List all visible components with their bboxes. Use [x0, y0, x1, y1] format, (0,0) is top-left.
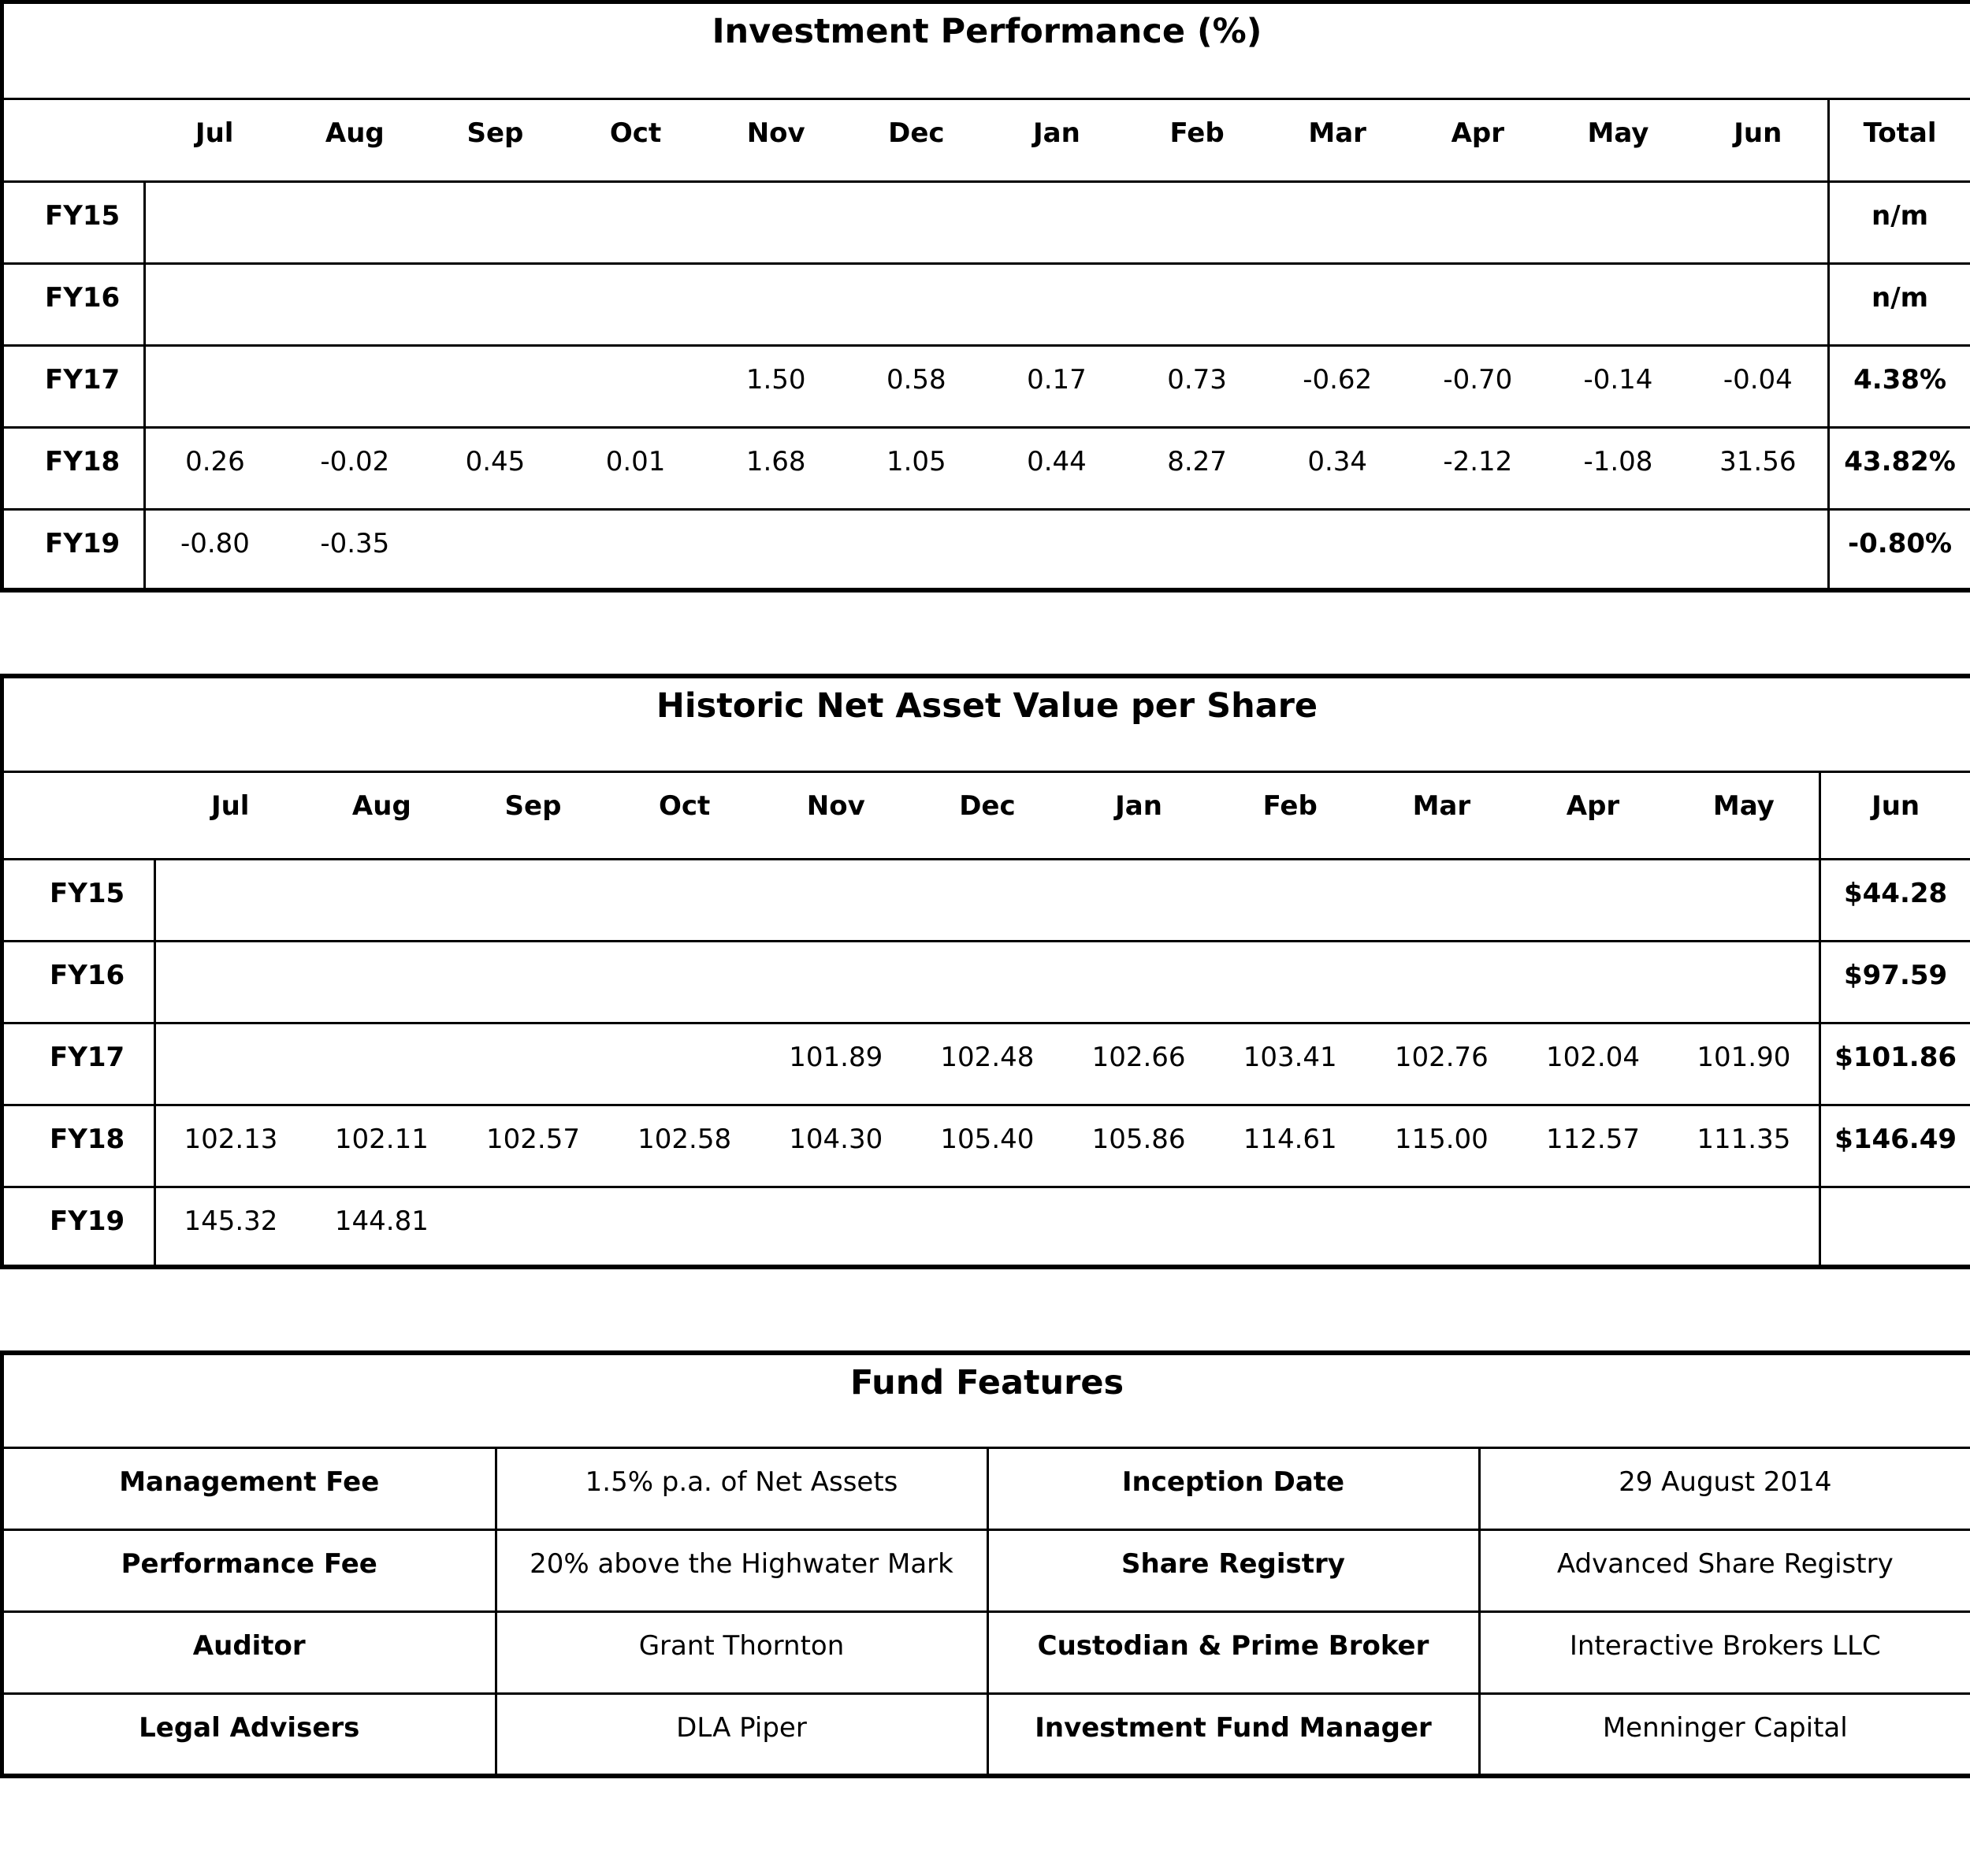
jun-header: Jun	[1820, 771, 1970, 859]
value-cell	[154, 859, 306, 941]
value-cell	[1063, 1187, 1214, 1269]
value-cell: -0.35	[284, 509, 425, 591]
total-header: Total	[1829, 98, 1970, 181]
value-cell: 103.41	[1214, 1023, 1366, 1105]
nav-title: Historic Net Asset Value per Share	[4, 678, 1970, 771]
value-cell	[566, 345, 706, 427]
value-cell	[457, 1187, 608, 1269]
value-cell: -0.04	[1689, 345, 1829, 427]
value-cell	[987, 181, 1127, 263]
features-title: Fund Features	[849, 1363, 1124, 1402]
value-cell	[154, 1023, 306, 1105]
value-cell: 112.57	[1517, 1105, 1668, 1187]
month-header: Mar	[1366, 771, 1517, 859]
value-cell: 102.48	[912, 1023, 1063, 1105]
value-cell: 102.66	[1063, 1023, 1214, 1105]
jun-value-cell: $97.59	[1820, 941, 1970, 1023]
performance-row	[4, 509, 1970, 591]
row-year: FY16	[4, 263, 144, 345]
feature-label: Performance Fee	[4, 1529, 496, 1611]
feature-value: 29 August 2014	[1479, 1447, 1970, 1529]
value-cell	[987, 509, 1127, 591]
jun-value-cell: $146.49	[1820, 1105, 1970, 1187]
row-year: FY15	[45, 199, 121, 232]
feature-label: Share Registry	[987, 1529, 1479, 1611]
feature-label: Management Fee	[4, 1447, 496, 1529]
nav-row	[4, 1023, 1970, 1105]
value-cell	[154, 941, 306, 1023]
value-cell	[425, 181, 565, 263]
value-cell: 115.00	[1366, 1105, 1517, 1187]
month-header: Apr	[1407, 98, 1548, 181]
value-cell	[760, 1187, 912, 1269]
month-header: Feb	[1127, 98, 1267, 181]
value-cell	[1669, 859, 1820, 941]
value-cell	[284, 263, 425, 345]
value-cell	[457, 941, 608, 1023]
total-cell: n/m	[1829, 263, 1970, 345]
value-cell: 8.27	[1127, 427, 1267, 509]
value-cell	[1267, 181, 1407, 263]
feature-value: Advanced Share Registry	[1479, 1529, 1970, 1611]
feature-value: Grant Thornton	[496, 1611, 987, 1693]
value-cell: 0.26	[144, 427, 284, 509]
historic-nav-table	[0, 674, 1970, 1269]
value-cell	[912, 941, 1063, 1023]
value-cell	[284, 181, 425, 263]
value-cell	[760, 859, 912, 941]
value-cell: 31.56	[1689, 427, 1829, 509]
month-header: Jun	[1689, 98, 1829, 181]
month-header: Oct	[609, 771, 760, 859]
performance-grid	[4, 4, 1970, 591]
row-year: FY19	[4, 509, 144, 591]
value-cell: 0.17	[987, 345, 1127, 427]
month-header: Jan	[1063, 771, 1214, 859]
jun-value-cell: $44.28	[1820, 859, 1970, 941]
value-cell	[284, 345, 425, 427]
value-cell: -0.70	[1407, 345, 1548, 427]
value-cell: 0.58	[846, 345, 987, 427]
value-cell	[144, 263, 284, 345]
value-cell: 144.81	[306, 1187, 457, 1269]
performance-row	[4, 263, 1970, 345]
value-cell	[760, 941, 912, 1023]
value-cell	[1407, 263, 1548, 345]
row-year: FY16	[4, 941, 154, 1023]
value-cell	[566, 509, 706, 591]
value-cell	[1267, 263, 1407, 345]
value-cell	[425, 345, 565, 427]
row-year: FY18	[4, 1105, 154, 1187]
feature-row	[4, 1447, 1970, 1529]
total-cell: 43.82%	[1829, 427, 1970, 509]
value-cell	[1517, 1187, 1668, 1269]
value-cell	[1063, 859, 1214, 941]
value-cell	[1669, 1187, 1820, 1269]
feature-label: Inception Date	[987, 1447, 1479, 1529]
value-cell	[306, 941, 457, 1023]
nav-row	[4, 859, 1970, 941]
row-year: FY15	[50, 877, 125, 909]
value-cell	[1366, 941, 1517, 1023]
value-cell	[566, 263, 706, 345]
value-cell	[912, 1187, 1063, 1269]
row-year: FY17	[4, 1023, 154, 1105]
value-cell	[1548, 181, 1688, 263]
month-header: Aug	[284, 98, 425, 181]
value-cell	[144, 345, 284, 427]
features-grid	[4, 1355, 1970, 1775]
performance-row	[4, 345, 1970, 427]
nav-row	[4, 1187, 1970, 1269]
row-year: FY17	[4, 345, 144, 427]
value-cell: 114.61	[1214, 1105, 1366, 1187]
value-cell: -0.14	[1548, 345, 1688, 427]
total-cell: -0.80%	[1829, 509, 1970, 591]
value-cell	[706, 263, 846, 345]
row-year: FY18	[4, 427, 144, 509]
feature-label: Investment Fund Manager	[987, 1693, 1479, 1775]
value-cell	[609, 1023, 760, 1105]
value-cell	[1548, 509, 1688, 591]
nav-row	[4, 941, 1970, 1023]
corner-cell	[4, 98, 144, 181]
value-cell	[1214, 1187, 1366, 1269]
value-cell: 104.30	[760, 1105, 912, 1187]
value-cell: 102.57	[457, 1105, 608, 1187]
jun-value-cell	[1820, 1187, 1970, 1269]
value-cell	[1267, 509, 1407, 591]
value-cell	[1689, 509, 1829, 591]
value-cell	[609, 941, 760, 1023]
value-cell: -1.08	[1548, 427, 1688, 509]
nav-header-row	[4, 771, 1970, 859]
value-cell	[425, 263, 565, 345]
value-cell	[1366, 859, 1517, 941]
total-cell: n/m	[1829, 181, 1970, 263]
corner-cell	[4, 771, 154, 859]
value-cell: 111.35	[1669, 1105, 1820, 1187]
value-cell	[1689, 263, 1829, 345]
month-header: Dec	[912, 771, 1063, 859]
feature-value: 20% above the Highwater Mark	[496, 1529, 987, 1611]
value-cell	[306, 859, 457, 941]
value-cell: 101.89	[760, 1023, 912, 1105]
value-cell	[1407, 509, 1548, 591]
value-cell	[457, 1023, 608, 1105]
feature-value: 1.5% p.a. of Net Assets	[496, 1447, 987, 1529]
jun-value-cell: $101.86	[1820, 1023, 1970, 1105]
feature-value: Menninger Capital	[1479, 1693, 1970, 1775]
value-cell: 102.11	[306, 1105, 457, 1187]
value-cell	[1127, 263, 1267, 345]
month-header: May	[1548, 98, 1688, 181]
value-cell: 102.76	[1366, 1023, 1517, 1105]
value-cell	[1127, 509, 1267, 591]
value-cell: -0.02	[284, 427, 425, 509]
month-header: Feb	[1214, 771, 1366, 859]
value-cell: 0.73	[1127, 345, 1267, 427]
feature-row	[4, 1693, 1970, 1775]
value-cell: -0.80	[144, 509, 284, 591]
value-cell	[1127, 181, 1267, 263]
performance-title: Investment Performance (%)	[4, 4, 1970, 98]
month-header: Mar	[1267, 98, 1407, 181]
value-cell	[425, 509, 565, 591]
value-cell	[1548, 263, 1688, 345]
feature-value: DLA Piper	[496, 1693, 987, 1775]
feature-label: Custodian & Prime Broker	[987, 1611, 1479, 1693]
feature-value: Interactive Brokers LLC	[1479, 1611, 1970, 1693]
value-cell: -0.62	[1267, 345, 1407, 427]
nav-row	[4, 1105, 1970, 1187]
value-cell	[457, 859, 608, 941]
value-cell	[144, 181, 284, 263]
value-cell	[609, 859, 760, 941]
value-cell: 1.68	[706, 427, 846, 509]
feature-row	[4, 1529, 1970, 1611]
row-year: FY19	[4, 1187, 154, 1269]
month-header: Nov	[706, 98, 846, 181]
value-cell	[1063, 941, 1214, 1023]
month-header: Sep	[457, 771, 608, 859]
month-header: May	[1669, 771, 1820, 859]
value-cell	[846, 181, 987, 263]
value-cell	[987, 263, 1127, 345]
month-header: Jul	[144, 98, 284, 181]
value-cell	[566, 181, 706, 263]
value-cell: 101.90	[1669, 1023, 1820, 1105]
fund-features-table	[0, 1350, 1970, 1778]
investment-performance-table	[0, 0, 1970, 593]
month-header: Apr	[1517, 771, 1668, 859]
value-cell: 105.40	[912, 1105, 1063, 1187]
month-header: Jul	[154, 771, 306, 859]
feature-row	[4, 1611, 1970, 1693]
month-header: Jan	[987, 98, 1127, 181]
value-cell: 0.34	[1267, 427, 1407, 509]
value-cell	[846, 263, 987, 345]
month-header: Dec	[846, 98, 987, 181]
value-cell	[1366, 1187, 1517, 1269]
nav-grid	[4, 678, 1970, 1269]
value-cell: 0.01	[566, 427, 706, 509]
value-cell	[1214, 859, 1366, 941]
total-cell: 4.38%	[1829, 345, 1970, 427]
value-cell: 0.45	[425, 427, 565, 509]
value-cell	[1689, 181, 1829, 263]
value-cell: 145.32	[154, 1187, 306, 1269]
month-header: Nov	[760, 771, 912, 859]
value-cell	[846, 509, 987, 591]
feature-label: Legal Advisers	[4, 1693, 496, 1775]
value-cell	[1517, 859, 1668, 941]
value-cell: 1.50	[706, 345, 846, 427]
value-cell	[912, 859, 1063, 941]
value-cell: -2.12	[1407, 427, 1548, 509]
month-header: Sep	[425, 98, 565, 181]
value-cell: 0.44	[987, 427, 1127, 509]
value-cell	[609, 1187, 760, 1269]
value-cell: 105.86	[1063, 1105, 1214, 1187]
value-cell	[706, 509, 846, 591]
value-cell	[1669, 941, 1820, 1023]
value-cell	[1517, 941, 1668, 1023]
month-header: Oct	[566, 98, 706, 181]
value-cell: 102.04	[1517, 1023, 1668, 1105]
value-cell: 102.58	[609, 1105, 760, 1187]
month-header: Aug	[306, 771, 457, 859]
value-cell	[1407, 181, 1548, 263]
performance-row	[4, 427, 1970, 509]
performance-row	[4, 181, 1970, 263]
value-cell: 102.13	[154, 1105, 306, 1187]
value-cell: 1.05	[846, 427, 987, 509]
value-cell	[1214, 941, 1366, 1023]
feature-label: Auditor	[4, 1611, 496, 1693]
value-cell	[306, 1023, 457, 1105]
performance-header-row	[4, 98, 1970, 181]
value-cell	[706, 181, 846, 263]
